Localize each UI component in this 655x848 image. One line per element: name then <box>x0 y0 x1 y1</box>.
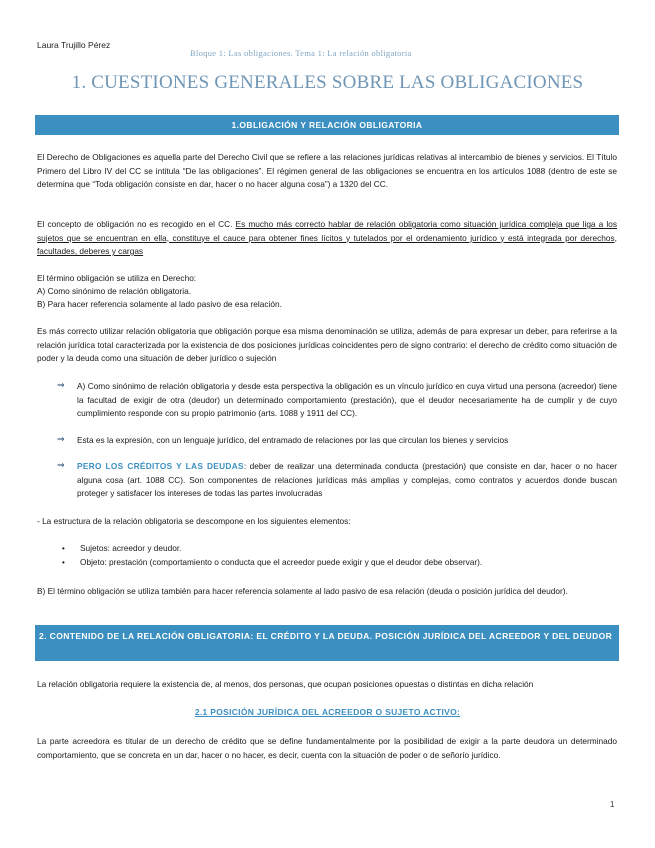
paragraph-parte-acreedora: La parte acreedora es titular de un derecho de crédito que se define fundamentalmente por la posibilidad de exigir a la parte deudora un determinado comportamiento, que se concreta en un dar, hacer o no hacer, es decir, cuenta con la situación de poder o de señorío jurídico. <box>37 736 617 760</box>
bullet-icon: • <box>62 558 65 567</box>
paragraph-dos-personas: La relación obligatoria requiere la existencia de, al menos, dos personas, que ocupan posiciones opuestas o distintas en dicha relación <box>37 679 534 689</box>
bullet-item-sujetos: Sujetos: acreedor y deudor. <box>80 543 182 553</box>
bullet-icon: • <box>62 544 65 553</box>
estructura-intro: - La estructura de la relación obligatoria se descompone en los siguientes elementos: <box>37 516 351 526</box>
bullet-item-objeto: Objeto: prestación (comportamiento o conducta que el acreedor puede exigir y que el deudor debe observar). <box>80 557 483 567</box>
section-2-heading: 2. CONTENIDO DE LA RELACIÓN OBLIGATORIA: EL CRÉDITO Y LA DEUDA. POSICIÓN JURÍDICA DEL ACREEDOR Y DEL DEUDOR <box>35 625 619 661</box>
paragraph-derecho-obligaciones: El Derecho de Obligaciones es aquella parte del Derecho Civil que se refiere a las relaciones jurídicas relativas al intercambio de bienes y servicios. El Título Primero del Libro IV del CC se intitula “De las obligaciones”. El régimen general de las obligaciones se encuentra en los artículos 1088 (dentro de este se determina que “Toda obligación consiste en dar, hacer o no hacer alguna cosa”) a 1320 del CC. <box>37 152 617 189</box>
arrow-icon: ⇒ <box>57 380 65 390</box>
page-title: 1. CUESTIONES GENERALES SOBRE LAS OBLIGACIONES <box>71 72 584 93</box>
subsection-heading: 2.1 POSICIÓN JURÍDICA DEL ACREEDOR O SUJETO ACTIVO: <box>194 707 461 717</box>
arrow-item-2: Esta es la expresión, con un lenguaje jurídico, del entramado de relaciones por las que circulan los bienes y servicios <box>77 435 509 445</box>
termino-obligacion-intro: El término obligación se utiliza en Derecho: <box>37 273 197 283</box>
paragraph-concepto-obligacion <box>37 218 617 259</box>
arrow-icon: ⇒ <box>57 434 65 444</box>
creditos-deudas-caps: PERO LOS CRÉDITOS Y LAS DEUDAS <box>77 461 244 471</box>
running-head: Bloque 1: Las obligaciones. Tema 1: La relación obligatoria <box>190 48 412 58</box>
author-name: Laura Trujillo Pérez <box>37 40 111 50</box>
paragraph-relacion-obligatoria: Es más correcto utilizar relación obligatoria que obligación porque esa misma denominación se utiliza, además de para expresar un deber, para referirse a la relación jurídica total caracterizada por la existencia de dos posiciones jurídicas coincidentes pero de signo contrario: el derecho de crédito como situación de poder y la deuda como una situación de deber jurídico o sujeción <box>37 326 617 363</box>
concepto-underlined-text: Es mucho más correcto hablar de relación obligatoria como situación jurídica compleja que liga a los sujetos que se encuentran en ella, constituye el cauce para obtener fines lícitos y tutelados por el ordenamiento jurídico y está integrada por derechos, facultades, deberes y cargas <box>37 219 617 256</box>
creditos-deudas-text: : deber de realizar una determinada conducta (prestación) que consiste en dar, hacer o no hacer alguna cosa (art. 1088 CC). Son componentes de relaciones jurídicas más amplias y complejas, como contratos y acuerdos donde buscan proteger y satisfacer los intereses de todas las partes involucradas <box>77 461 617 498</box>
page-number: 1 <box>610 800 615 809</box>
concepto-plain-text: El concepto de obligación no es recogido en el CC. <box>37 219 236 229</box>
termino-obligacion-a: A) Como sinónimo de relación obligatoria. <box>37 286 192 296</box>
arrow-icon: ⇒ <box>57 460 65 470</box>
arrow-item-3 <box>77 460 617 501</box>
termino-obligacion-b: B) Para hacer referencia solamente al lado pasivo de esa relación. <box>37 299 282 309</box>
section-1-heading: 1.OBLIGACIÓN Y RELACIÓN OBLIGATORIA <box>35 115 619 135</box>
paragraph-lado-pasivo: B) El término obligación se utiliza también para hacer referencia solamente al lado pasivo de esa relación (deuda o posición jurídica del deudor). <box>37 586 568 596</box>
arrow-item-1: A) Como sinónimo de relación obligatoria y desde esta perspectiva la obligación es un vínculo jurídico en cuya virtud una persona (acreedor) tiene la facultad de exigir de otra (deudor) un determinado comportamiento (prestación), que el deudor necesariamente ha de cumplir y de cuyo cumplimiento responde con su propio patrimonio (arts. 1088 y 1911 del CC). <box>77 381 617 418</box>
